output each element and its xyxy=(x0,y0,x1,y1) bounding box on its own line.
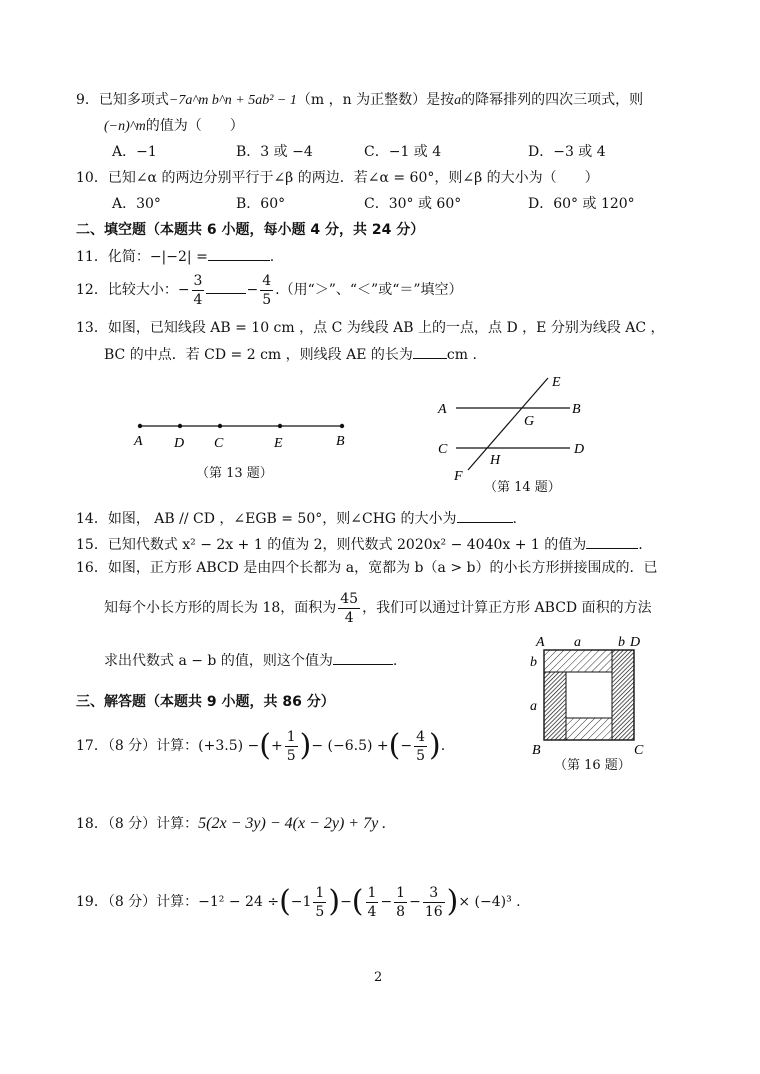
q14-answer-blank xyxy=(457,508,513,523)
fig13-label-e: E xyxy=(274,436,283,451)
q14-text: 14．如图， AB // CD ，∠EGB = 50°，则∠CHG 的大小为 . xyxy=(76,508,517,529)
section-2-heading: 二、填空题（本题共 6 小题，每小题 4 分，共 24 分） xyxy=(76,222,425,238)
fig13-label-a: A xyxy=(134,434,143,449)
fig14-label-h: H xyxy=(490,453,501,468)
q10-option-a: A．30° xyxy=(112,196,161,212)
q12-text: 12．比较大小：− $\frac{3}{4}$ − $\frac{4}{5}$ .（用“＞”、“＜”或“＝”填空） xyxy=(76,272,463,308)
fig16-label-d-corner: D xyxy=(630,635,641,650)
fig16-label-a-corner: A xyxy=(536,635,545,650)
q13-answer-blank xyxy=(413,344,447,359)
fig16-label-a-left: a xyxy=(530,699,537,714)
fig13-label-d: D xyxy=(174,436,185,451)
q10-option-b: B．60° xyxy=(236,196,286,212)
q15-text: 15．已知代数式 x² − 2x + 1 的值为 2，则代数式 2020x² − 4040x + 1 的值为 . xyxy=(76,534,643,555)
fig14-label-f: F xyxy=(454,469,463,484)
q11-answer-blank xyxy=(208,246,270,261)
q16-line3: 求出代数式 a − b 的值，则这个值为 . xyxy=(104,650,397,671)
q12-answer-blank xyxy=(206,279,246,294)
section-3-heading: 三、解答题（本题共 9 小题，共 86 分） xyxy=(76,694,335,710)
q9-option-d: D．−3 或 4 xyxy=(528,144,606,160)
q10-option-d: D．60° 或 120° xyxy=(528,196,635,212)
fig13-label-b: B xyxy=(336,434,345,449)
figure-13-caption: （第 13 题） xyxy=(196,466,273,481)
q15-answer-blank xyxy=(586,534,638,549)
q10-text: 10．已知∠α 的两边分别平行于∠β 的两边．若∠α = 60°，则∠β 的大小为（ ） xyxy=(76,170,599,186)
q9-option-b: B．3 或 −4 xyxy=(236,144,313,160)
figure-13-segment xyxy=(130,412,360,452)
q9-polynomial: −7a^m b^n + 5ab² − 1 xyxy=(168,93,297,108)
q17-text: 17．（8 分）计算：(+3.5) −(+ $\frac{1}{5}$ )− (−6.5) +(− $\frac{4}{5}$ ). xyxy=(76,728,446,764)
q11-text: 11．化简：−|−2| = . xyxy=(76,246,274,267)
fig14-label-a: A xyxy=(438,402,447,417)
fig14-label-d: D xyxy=(574,442,585,457)
q19-text: 19．（8 分）计算：−1² − 24 ÷(−1 $\frac{1}{5}$ )−( $\frac{1}{4}$ − $\frac{1}{8}$ − $\frac{3}{16}$ )× (−4)³ . xyxy=(76,884,521,920)
q16-line1: 16．如图，正方形 ABCD 是由四个长都为 a，宽都为 b（a > b）的小长方形拼接围成的．已 xyxy=(76,560,658,576)
q18-text: 18．（8 分）计算：5(2x − 3y) − 4(x − 2y) + 7y . xyxy=(76,815,387,832)
figure-14-parallel-lines xyxy=(430,370,600,486)
q9-line2: (−n)^m的值为（ ） xyxy=(104,118,244,134)
fig16-label-b-top: b xyxy=(618,635,625,650)
q16-answer-blank xyxy=(333,650,393,665)
fig14-label-b: B xyxy=(572,402,581,417)
fig14-label-c: C xyxy=(438,442,448,457)
fig16-label-c-corner: C xyxy=(634,743,644,758)
fig16-label-b-corner: B xyxy=(532,743,541,758)
fig14-label-g: G xyxy=(524,414,535,429)
q13-line2: BC 的中点．若 CD = 2 cm ，则线段 AE 的长为 cm . xyxy=(104,344,477,365)
fig14-label-e: E xyxy=(552,375,561,390)
q9-line1: 9．已知多项式−7a^m b^n + 5ab² − 1（m ，n 为正整数）是按a的降幂排列的四次三项式，则 xyxy=(76,92,644,108)
fig16-label-a-top: a xyxy=(574,635,581,650)
q10-option-c: C．30° 或 60° xyxy=(364,196,462,212)
q13-line1: 13．如图，已知线段 AB = 10 cm ，点 C 为线段 AB 上的一点，点 D ，E 分别为线段 AC ， xyxy=(76,320,665,336)
figure-14-caption: （第 14 题） xyxy=(484,480,561,495)
page-number: 2 xyxy=(374,970,383,985)
q16-line2: 知每个小长方形的周长为 18，面积为 $\frac{45}{4}$ ，我们可以通过计算正方形 ABCD 面积的方法 xyxy=(104,590,652,626)
fig16-label-b-left: b xyxy=(530,655,537,670)
q9-option-a: A．−1 xyxy=(112,144,157,160)
fig13-label-c: C xyxy=(214,436,224,451)
q9-option-c: C．−1 或 4 xyxy=(364,144,442,160)
figure-16-square xyxy=(520,630,650,762)
figure-16-caption: （第 16 题） xyxy=(554,758,631,773)
